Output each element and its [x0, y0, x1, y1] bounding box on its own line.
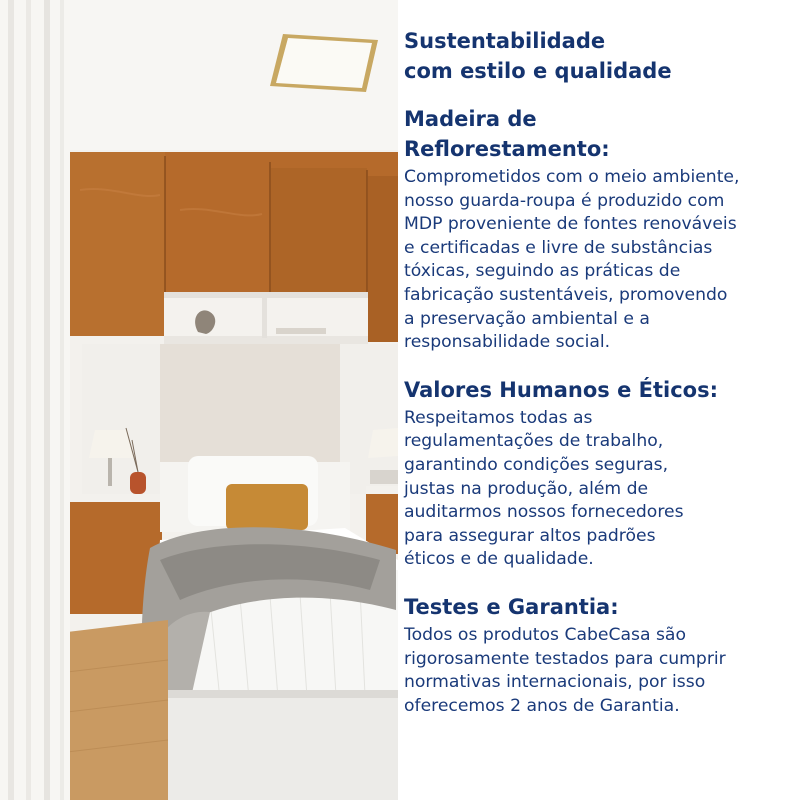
headline-line: com estilo e qualidade	[404, 59, 672, 83]
body-line: oferecemos 2 anos de Garantia.	[404, 695, 680, 716]
bedroom-illustration	[0, 0, 398, 800]
section-testing-warranty	[404, 592, 796, 718]
section-title	[404, 592, 796, 622]
headline	[404, 26, 796, 86]
ceiling-light	[270, 34, 378, 92]
section-title	[404, 375, 796, 405]
headline-line: Sustentabilidade	[404, 29, 606, 53]
body-line: nosso guarda-roupa é produzido com	[404, 190, 725, 211]
section-body	[404, 407, 796, 572]
section-title	[404, 104, 796, 164]
body-line: Todos os produtos CabeCasa são	[404, 624, 686, 645]
section-title-line: Madeira de	[404, 107, 537, 131]
body-line: normativas internacionais, por isso	[404, 672, 706, 693]
body-line: para assegurar altos padrões	[404, 525, 656, 546]
body-line: a preservação ambiental e a	[404, 308, 650, 329]
curtain	[0, 0, 70, 800]
section-title-line: Valores Humanos e Éticos:	[404, 377, 718, 402]
text-column	[404, 26, 796, 738]
bedroom-photo	[0, 0, 398, 800]
body-line: responsabilidade social.	[404, 332, 611, 353]
section-reforestation	[404, 104, 796, 355]
body-line: garantindo condições seguras,	[404, 454, 669, 475]
body-line: éticos e de qualidade.	[404, 549, 594, 570]
body-line: MDP proveniente de fontes renováveis	[404, 214, 737, 235]
body-line: rigorosamente testados para cumprir	[404, 648, 726, 669]
body-line: Comprometidos com o meio ambiente,	[404, 167, 740, 187]
body-line: tóxicas, seguindo as práticas de	[404, 261, 681, 282]
body-line: justas na produção, além de	[404, 478, 649, 499]
body-line: regulamentações de trabalho,	[404, 431, 664, 452]
body-line: Respeitamos todas as	[404, 407, 593, 428]
open-shelf	[164, 292, 368, 344]
section-body	[404, 166, 796, 355]
body-line: auditarmos nossos fornecedores	[404, 502, 684, 523]
section-human-values	[404, 375, 796, 572]
body-line: e certificadas e livre de substâncias	[404, 237, 713, 258]
section-title-line: Testes e Garantia:	[404, 594, 619, 619]
section-body	[404, 624, 796, 718]
section-title-line: Reflorestamento:	[404, 137, 610, 161]
body-line: fabricação sustentáveis, promovendo	[404, 284, 728, 305]
